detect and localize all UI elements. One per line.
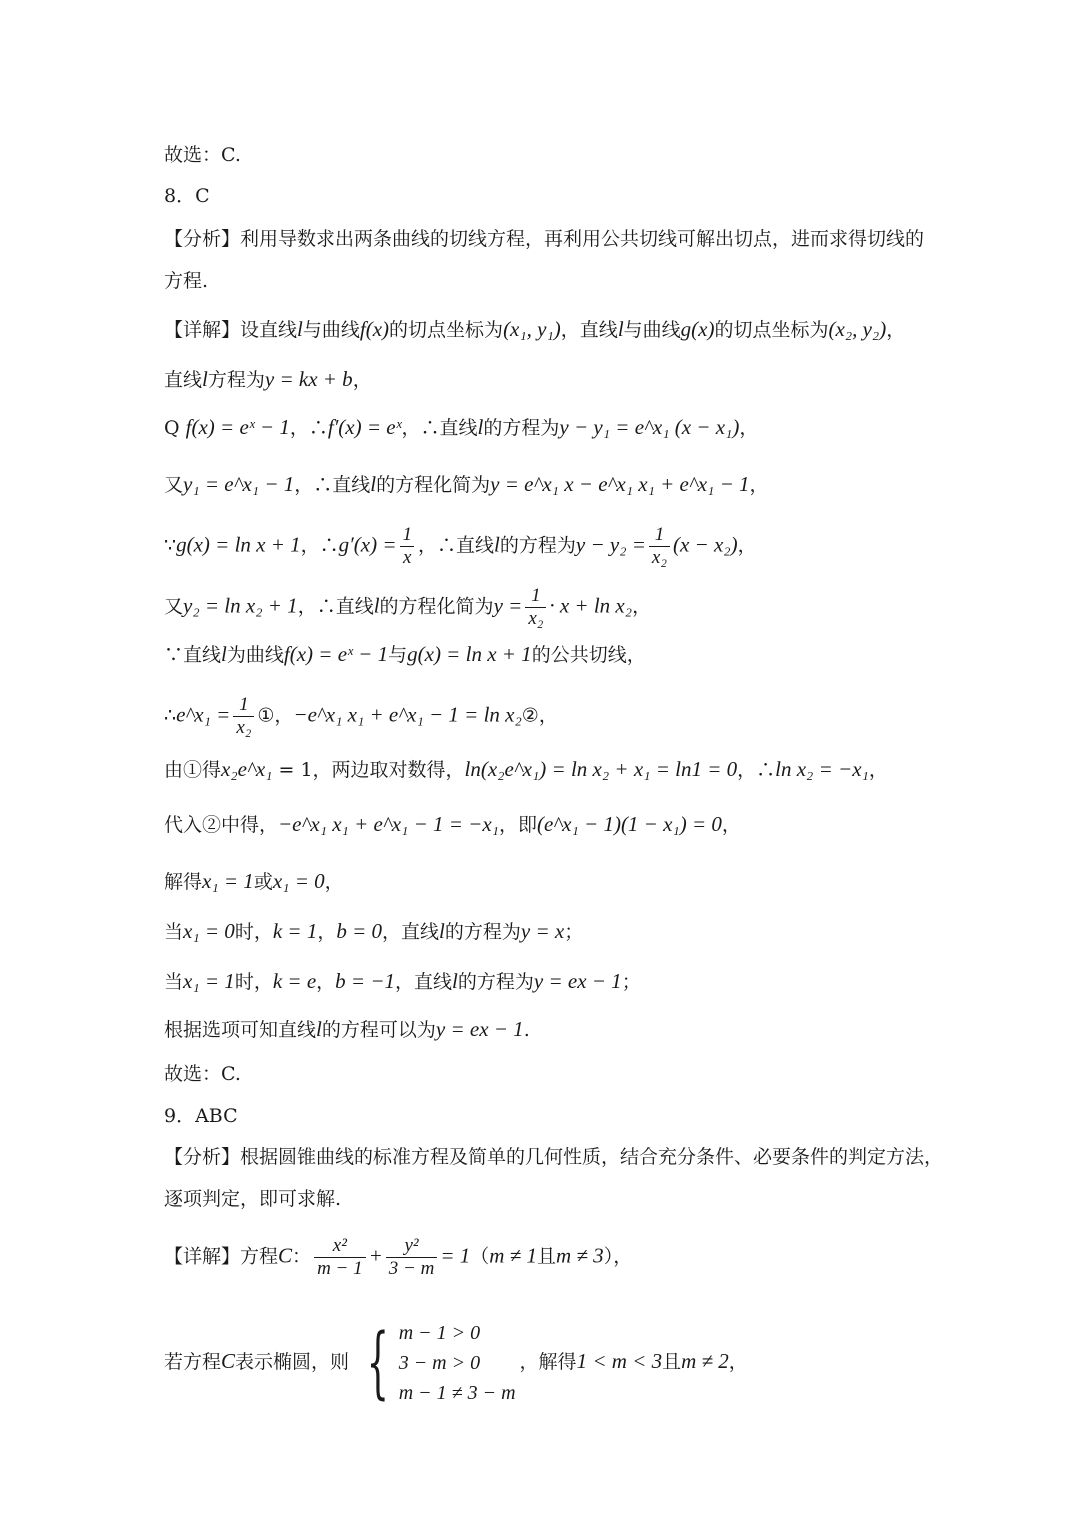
text-span: ，∴ — [737, 759, 776, 781]
text-span: 为曲线 — [226, 644, 284, 666]
text-span: 故选：C. — [164, 1063, 241, 1085]
text-line — [164, 414, 930, 441]
math-expression: g(x) = ln x + 1 — [176, 532, 301, 557]
fraction — [386, 1235, 438, 1280]
text-span: ： — [292, 1245, 312, 1268]
math-expression: m ≠ 1 — [489, 1243, 537, 1268]
text-span: 且 — [536, 1245, 556, 1268]
text-span: 表示椭圆，则 — [235, 1351, 350, 1373]
math-expression: (x₂, y₂) — [828, 317, 887, 341]
fraction-numerator: 1 — [531, 585, 541, 606]
text-span: （ — [470, 1245, 490, 1268]
text-span: ； — [564, 921, 584, 943]
text-span: 当 — [164, 971, 184, 993]
text-span: 的方程化简为 — [379, 595, 494, 618]
math-expression: y − y₁ = e^x₁ (x − x₁) — [559, 415, 740, 439]
fraction-numerator: x² — [332, 1235, 347, 1256]
text-span: ， — [721, 814, 741, 836]
math-expression: l — [439, 919, 445, 943]
math-expression: y = ex − 1 — [435, 1017, 524, 1041]
math-expression: y = e^x₁ x − e^x₁ x₁ + e^x₁ − 1 — [490, 472, 750, 496]
math-expression: x₂e^x₁ — [221, 757, 273, 781]
math-expression: f(x) = eˣ − 1 — [185, 415, 290, 439]
fraction — [525, 585, 546, 630]
text-line — [164, 1318, 930, 1408]
math-expression: + — [368, 1243, 383, 1268]
text-span: ， — [739, 417, 759, 439]
text-line — [164, 641, 930, 668]
fraction — [233, 694, 254, 739]
text-span: 根据圆锥曲线的标准方程及简单的几何性质，结合充分条件、必要条件的判定方法， — [240, 1146, 944, 1168]
fraction-numerator: 1 — [654, 524, 665, 545]
text-span: ∵直线 — [164, 644, 222, 666]
math-expression: l — [494, 532, 500, 557]
text-line — [164, 1103, 930, 1129]
section-heading: 【分析】 — [164, 1146, 241, 1168]
text-line — [164, 811, 930, 838]
text-span: ，∴直线 — [418, 534, 495, 557]
math-expression: l — [221, 642, 227, 666]
math-expression: y = ex − 1 — [533, 969, 622, 993]
math-expression: l — [202, 367, 208, 391]
text-span: 若方程 — [164, 1351, 222, 1373]
math-expression: e^x₁ = — [176, 702, 231, 727]
text-span: ②， — [521, 704, 558, 727]
text-span: 的方程化简为 — [376, 474, 491, 496]
math-expression: k = e — [272, 969, 317, 993]
text-span: ，∴直线 — [294, 474, 371, 496]
text-line — [164, 226, 930, 252]
fraction — [400, 524, 416, 569]
math-expression: b = −1 — [335, 969, 395, 993]
text-span: 又 — [164, 474, 184, 496]
text-span: 当 — [164, 921, 184, 943]
text-span: 且 — [662, 1351, 682, 1373]
math-expression: C — [278, 1243, 293, 1268]
text-span: ，∴ — [289, 417, 328, 439]
text-line — [164, 1016, 930, 1043]
math-expression: m ≠ 3 — [555, 1243, 604, 1268]
text-span: 根据选项可知直线 — [164, 1019, 317, 1041]
math-expression: m ≠ 2 — [681, 1349, 729, 1373]
text-span: ，∴直线 — [297, 595, 374, 618]
text-span: 的公共切线， — [531, 644, 646, 666]
text-span: ， — [868, 759, 888, 781]
text-line — [164, 868, 930, 895]
math-expression: x₁ = 0 — [272, 869, 325, 893]
text-line — [164, 918, 930, 945]
text-span: ， — [728, 1351, 748, 1373]
text-line — [164, 183, 930, 209]
text-span: ，直线 — [382, 921, 440, 943]
text-span: 9．ABC — [164, 1105, 238, 1127]
math-expression: y − y₂ = — [575, 532, 646, 557]
math-expression: ln x₂ = −x₁ — [775, 757, 869, 781]
section-heading: 【详解】 — [164, 319, 241, 341]
text-span: 解得 — [164, 871, 203, 893]
math-expression: y = — [493, 593, 523, 618]
math-expression: 1 < m < 3 — [576, 1349, 663, 1373]
math-expression: b = 0 — [336, 919, 383, 943]
math-expression: g′(x) = — [338, 532, 397, 557]
text-span: ，直线 — [395, 971, 453, 993]
text-span: 方程 — [240, 1245, 279, 1268]
math-expression: C — [221, 1349, 236, 1373]
text-line — [164, 316, 930, 343]
math-expression: l — [617, 317, 624, 341]
text-span: ， — [632, 595, 652, 618]
text-span: 代入②中得， — [164, 814, 279, 836]
text-span: 与曲线 — [623, 319, 681, 341]
text-line — [164, 366, 930, 393]
text-span: ， — [324, 871, 344, 893]
text-line — [164, 968, 930, 995]
text-span: 时， — [234, 971, 273, 993]
text-span: 方程为 — [207, 369, 265, 391]
math-expression: g(x) = ln x + 1 — [407, 642, 532, 666]
math-expression: (x₁, y₁) — [503, 317, 561, 341]
math-expression: l — [370, 472, 377, 496]
math-expression: −e^x₁ x₁ + e^x₁ − 1 = ln x₂ — [293, 702, 522, 727]
section-heading: 【分析】 — [164, 228, 241, 250]
math-expression: k = 1 — [272, 919, 318, 943]
math-expression: l — [316, 1017, 322, 1041]
text-span: 与 — [388, 644, 408, 666]
text-span: 的切点坐标为 — [389, 319, 504, 341]
system-row: 3 − m > 0 — [398, 1352, 481, 1374]
text-line — [164, 1235, 930, 1280]
fraction — [649, 524, 670, 569]
text-span: 的方程可以为 — [321, 1019, 436, 1041]
fraction-numerator: 1 — [402, 524, 412, 545]
text-span: = 1，两边取对数得， — [272, 759, 465, 781]
math-expression: −e^x₁ x₁ + e^x₁ − 1 = −x₁ — [278, 812, 499, 836]
text-span: 利用导数求出两条曲线的切线方程，再利用公共切线可解出切点，进而求得切线的 — [240, 228, 925, 250]
text-span: ，解得 — [519, 1351, 577, 1373]
text-span: 设直线 — [240, 319, 298, 341]
math-expression: f′(x) = eˣ — [327, 415, 402, 439]
text-span: ； — [621, 971, 641, 993]
text-span: ，∴直线 — [401, 417, 478, 439]
text-span: ， — [316, 971, 336, 993]
fraction-numerator: 1 — [239, 694, 249, 715]
math-expression: x₁ = 1 — [202, 869, 254, 893]
text-span: 方程. — [164, 270, 209, 292]
text-line — [164, 756, 930, 783]
math-expression: y = x — [520, 919, 565, 943]
fraction-denominator: x₂ — [525, 607, 546, 630]
text-span: ， — [317, 921, 337, 943]
math-expression: x₁ = 0 — [183, 919, 235, 943]
fraction-denominator: x₂ — [233, 716, 254, 739]
fraction-denominator: x₂ — [649, 546, 670, 569]
text-line — [164, 1186, 930, 1212]
math-expression: l — [477, 415, 484, 439]
text-span: 故选：C. — [164, 144, 241, 166]
fraction-denominator: x — [400, 546, 414, 569]
text-span: 直线 — [164, 369, 203, 391]
math-expression: l — [373, 593, 380, 618]
text-span: ，直线 — [560, 319, 618, 341]
math-expression: x₁ = 1 — [183, 969, 235, 993]
text-line — [164, 471, 930, 498]
left-brace-icon: { — [366, 1318, 390, 1408]
text-span: 由①得 — [164, 759, 222, 781]
math-expression: = 1 — [440, 1243, 471, 1268]
section-heading: 【详解】 — [164, 1245, 241, 1268]
math-expression: y₁ = e^x₁ − 1 — [183, 472, 295, 496]
math-expression: · x + ln x₂ — [549, 593, 633, 618]
text-span: 时， — [234, 921, 273, 943]
math-expression: l — [297, 317, 303, 341]
text-line — [164, 694, 930, 739]
text-line — [164, 268, 930, 294]
text-span: 8．C — [164, 185, 210, 207]
fraction-numerator: y² — [404, 1235, 419, 1256]
text-span: 的方程为 — [444, 921, 521, 943]
text-span: 逐项判定，即可求解. — [164, 1188, 342, 1210]
text-span: Q — [164, 417, 186, 439]
equation-system — [353, 1318, 516, 1408]
text-span: 又 — [164, 595, 184, 618]
text-span: 与曲线 — [302, 319, 360, 341]
math-expression: f(x) = eˣ − 1 — [283, 642, 389, 666]
text-span: ，即 — [498, 814, 537, 836]
system-row: m − 1 > 0 — [398, 1322, 481, 1344]
text-span: ， — [737, 534, 757, 557]
fraction — [314, 1235, 366, 1280]
text-span: 的方程为 — [457, 971, 534, 993]
math-expression: g(x) — [680, 317, 715, 341]
math-expression: (e^x₁ − 1)(1 − x₁) = 0 — [536, 812, 722, 836]
math-expression: (x − x₂) — [672, 532, 738, 557]
text-line — [164, 585, 930, 630]
text-line — [164, 1061, 930, 1087]
text-line — [164, 1144, 944, 1170]
math-expression: l — [452, 969, 458, 993]
fraction-denominator: 3 − m — [386, 1257, 438, 1280]
math-expression: y = kx + b — [264, 367, 353, 391]
text-span: ）， — [603, 1245, 633, 1268]
text-span: . — [523, 1019, 530, 1041]
text-line — [164, 524, 930, 569]
fraction-denominator: m − 1 — [314, 1257, 366, 1280]
text-span: 的切点坐标为 — [714, 319, 829, 341]
text-line — [164, 142, 930, 168]
text-span: ∵ — [164, 534, 177, 557]
text-span: ，∴ — [300, 534, 339, 557]
text-span: 的方程为 — [483, 417, 560, 439]
math-expression: ln(x₂e^x₁) = ln x₂ + x₁ = ln1 = 0 — [464, 757, 738, 781]
text-span: ∴ — [164, 704, 177, 727]
text-span: ①， — [257, 704, 294, 727]
text-span: ， — [749, 474, 769, 496]
math-expression: f(x) — [359, 317, 390, 341]
math-expression: y₂ = ln x₂ + 1 — [183, 593, 298, 618]
text-span: ， — [886, 319, 906, 341]
text-span: ， — [352, 369, 372, 391]
text-span: 的方程为 — [499, 534, 576, 557]
system-row: m − 1 ≠ 3 − m — [398, 1382, 516, 1404]
text-span: 或 — [253, 871, 273, 893]
